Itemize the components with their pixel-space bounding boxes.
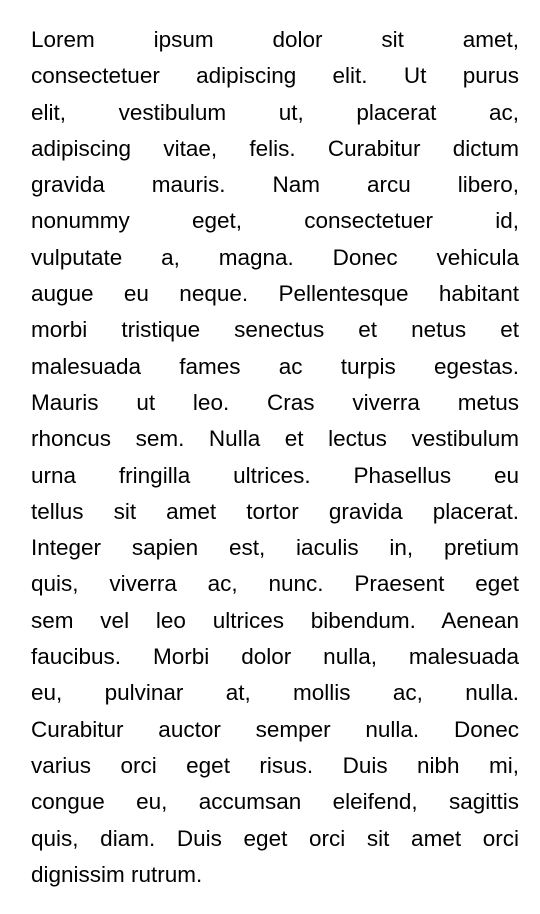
paragraph-line: Lorem ipsum dolor sit amet, [31, 27, 519, 52]
paragraph-line: nonummy eget, consectetuer id, [31, 208, 519, 234]
paragraph-line: tellus sit amet tortor gravida placerat. [31, 498, 519, 524]
paragraph-line: Mauris ut leo. Cras viverra metus [31, 389, 519, 415]
paragraph-line: adipiscing vitae, felis. Curabitur dictum [31, 135, 519, 161]
paragraph-line: dignissim rutrum. [31, 861, 203, 887]
paragraph-line: congue eu, accumsan eleifend, sagittis [31, 789, 519, 815]
paragraph-line: faucibus. Morbi dolor nulla, malesuada [31, 644, 519, 670]
paragraph-line: morbi tristique senectus et netus et [31, 317, 519, 343]
paragraph-line: varius orci eget risus. Duis nibh mi, [31, 752, 519, 778]
paragraph-line: gravida mauris. Nam arcu libero, [31, 172, 519, 198]
paragraph-line: Integer sapien est, iaculis in, pretium [31, 535, 519, 561]
paragraph-line: eu, pulvinar at, mollis ac, nulla. [31, 680, 519, 706]
paragraph-line: consectetuer adipiscing elit. Ut purus [31, 63, 519, 89]
paragraph-line: quis, diam. Duis eget orci sit amet orci [31, 825, 519, 851]
paragraph-line: augue eu neque. Pellentesque habitant [31, 281, 519, 307]
document-page [31, 22, 519, 893]
paragraph-line: urna fringilla ultrices. Phasellus eu [31, 462, 519, 488]
paragraph-line: sem vel leo ultrices bibendum. Aenean [31, 607, 519, 633]
body-paragraph [31, 22, 519, 893]
paragraph-line: rhoncus sem. Nulla et lectus vestibulum [31, 426, 519, 452]
paragraph-line: quis, viverra ac, nunc. Praesent eget [31, 571, 519, 597]
paragraph-line: vulputate a, magna. Donec vehicula [31, 244, 519, 270]
paragraph-line: malesuada fames ac turpis egestas. [31, 353, 519, 379]
paragraph-line: elit, vestibulum ut, placerat ac, [31, 99, 519, 125]
paragraph-line: Curabitur auctor semper nulla. Donec [31, 716, 519, 742]
